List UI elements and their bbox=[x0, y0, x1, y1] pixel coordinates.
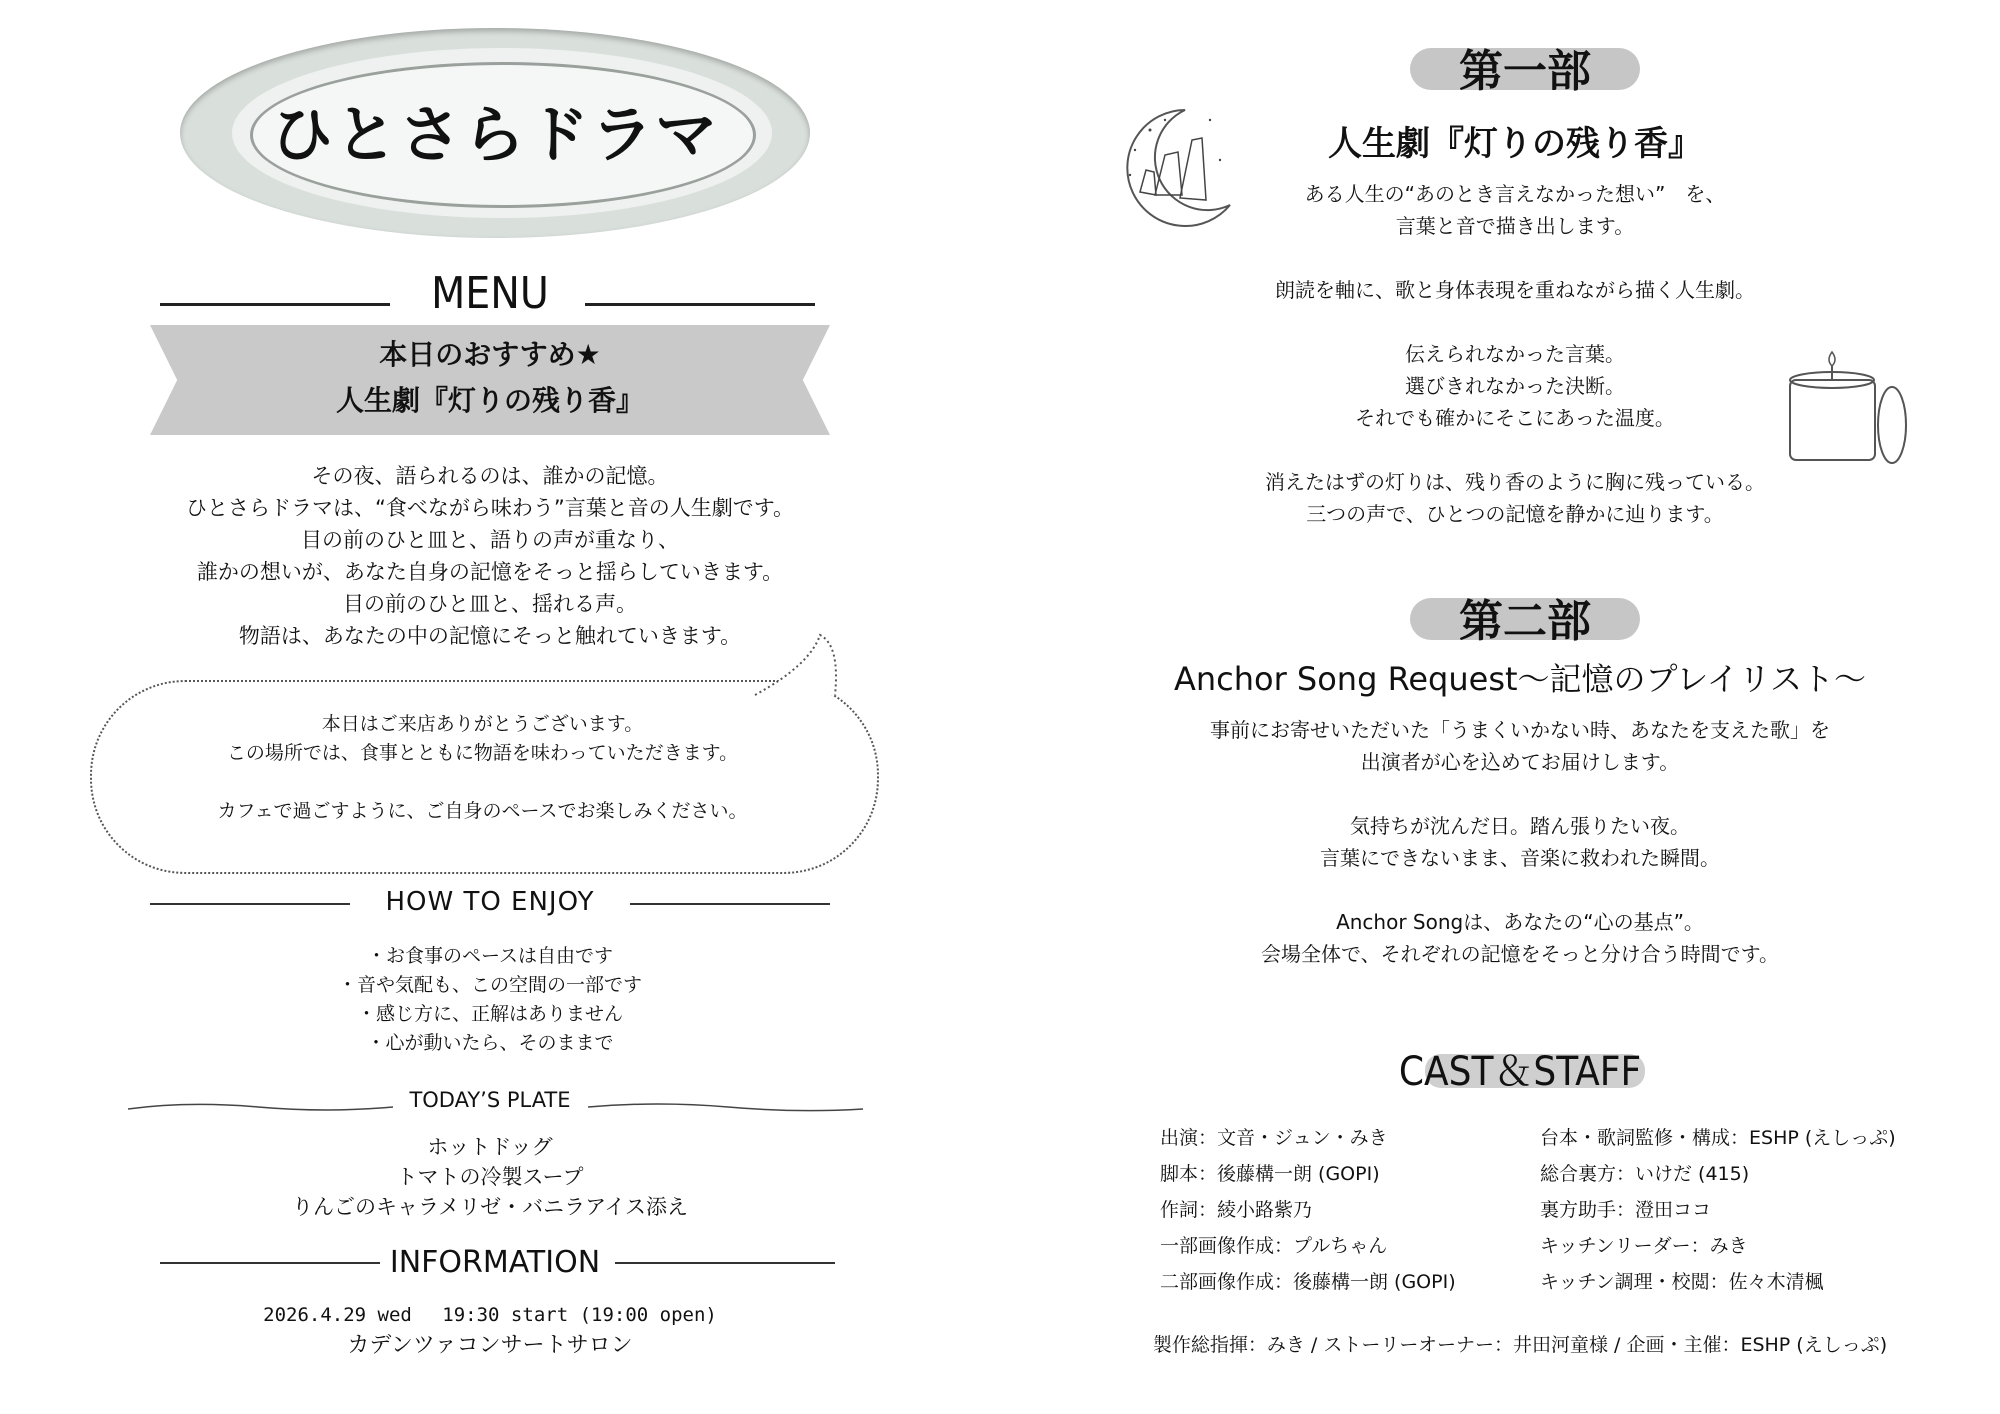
staff-item: 総合裏方：いけだ (415) bbox=[1540, 1163, 1750, 1185]
plate-swash-left bbox=[128, 1095, 398, 1115]
part2-label: 第二部 bbox=[1459, 596, 1591, 647]
bubble-line: 本日はご来店ありがとうございます。 bbox=[321, 713, 644, 735]
cast-list-right bbox=[1540, 1120, 1960, 1300]
cast-item: 作詞：綾小路紫乃 bbox=[1160, 1199, 1313, 1221]
how-rule-right bbox=[630, 903, 830, 905]
recommend-line2: 人生劇『灯りの残り香』 bbox=[335, 384, 644, 417]
plate-item: トマトの冷製スープ bbox=[396, 1165, 584, 1189]
part1-line bbox=[1140, 306, 1890, 338]
bubble-line bbox=[110, 768, 855, 797]
intro-line: 目の前のひと皿と、揺れる声。 bbox=[343, 592, 637, 616]
logo-title: ひとさらドラマ bbox=[270, 98, 719, 171]
staff-item: 台本・歌詞監修・構成：ESHP (えしっぷ) bbox=[1540, 1127, 1896, 1149]
candle-jar-icon bbox=[1780, 350, 1915, 465]
how-item: ・心が動いたら、そのままで bbox=[366, 1032, 614, 1054]
intro-text bbox=[80, 460, 900, 652]
part2-line: 出演者が心を込めてお届けします。 bbox=[1360, 750, 1680, 774]
menu-rule-right bbox=[585, 303, 815, 306]
intro-line: ひとさらドラマは、“食べながら味わう”言葉と音の人生劇です。 bbox=[185, 496, 795, 520]
part1-line: 言葉と音で描き出します。 bbox=[1395, 214, 1635, 238]
bubble-text bbox=[110, 710, 855, 826]
info-heading: INFORMATION bbox=[389, 1245, 601, 1280]
how-list bbox=[200, 942, 780, 1058]
part1-text bbox=[1140, 178, 1890, 530]
part2-line: 事前にお寄せいただいた「うまくいかない時、あなたを支えた歌」を bbox=[1210, 718, 1830, 742]
cast-list-left bbox=[1160, 1120, 1540, 1300]
plate-list bbox=[200, 1132, 780, 1222]
part1-line: 消えたはずの灯りは、残り香のように胸に残っている。 bbox=[1265, 470, 1765, 494]
recommend-line1: 本日のおすすめ★ bbox=[379, 338, 601, 371]
staff-item: 裏方助手：澄田ココ bbox=[1540, 1199, 1712, 1221]
staff-item: キッチンリーダー：みき bbox=[1540, 1235, 1748, 1257]
intro-line: 目の前のひと皿と、語りの声が重なり、 bbox=[301, 528, 679, 552]
part1-line bbox=[1140, 434, 1890, 466]
part2-title: Anchor Song Request〜記憶のプレイリスト〜 bbox=[1173, 660, 1867, 698]
part2-text bbox=[1080, 714, 1960, 970]
recommend-text bbox=[150, 332, 830, 424]
how-item: ・感じ方に、正解はありません bbox=[356, 1003, 623, 1025]
part1-line bbox=[1140, 242, 1890, 274]
how-rule-left bbox=[150, 903, 350, 905]
part1-label: 第一部 bbox=[1459, 46, 1591, 97]
info-date: 2026.4.29 wed 19:30 start (19:00 open) bbox=[263, 1304, 717, 1326]
left-panel bbox=[0, 0, 980, 1414]
right-panel bbox=[1000, 0, 2000, 1414]
part2-line bbox=[1080, 778, 1960, 810]
part2-line: 言葉にできないまま、音楽に救われた瞬間。 bbox=[1320, 846, 1720, 870]
bubble-line: この場所では、食事とともに物語を味わっていただきます。 bbox=[226, 742, 739, 764]
speech-bubble-tail bbox=[750, 625, 860, 705]
cast-item: 一部画像作成：プルちゃん bbox=[1160, 1235, 1388, 1257]
part2-line bbox=[1080, 874, 1960, 906]
intro-line: 誰かの想いが、あなた自身の記憶をそっと揺らしていきます。 bbox=[196, 560, 784, 584]
part1-title: 人生劇『灯りの残り香』 bbox=[1328, 124, 1702, 164]
part2-line: 気持ちが沈んだ日。踏ん張りたい夜。 bbox=[1350, 814, 1690, 838]
plate-heading: TODAY’S PLATE bbox=[409, 1088, 571, 1112]
cast-item: 二部画像作成：後藤構一朗 (GOPI) bbox=[1160, 1271, 1456, 1293]
part1-line: 選びきれなかった決断。 bbox=[1405, 374, 1625, 398]
how-item: ・音や気配も、この空間の一部です bbox=[337, 974, 642, 996]
part2-line: Anchor Songは、あなたの“心の基点”。 bbox=[1336, 910, 1704, 934]
part2-line: 会場全体で、それぞれの記憶をそっと分け合う時間です。 bbox=[1261, 942, 1779, 966]
info-rule-left bbox=[160, 1262, 380, 1264]
menu-heading: MENU bbox=[431, 268, 549, 319]
part1-line: 朗読を軸に、歌と身体表現を重ねながら描く人生劇。 bbox=[1275, 278, 1755, 302]
bubble-line: カフェで過ごすように、ご自身のペースでお楽しみください。 bbox=[217, 800, 748, 822]
part1-line: ある人生の“あのとき言えなかった想い” を、 bbox=[1304, 182, 1726, 206]
part1-line: それでも確かにそこにあった温度。 bbox=[1355, 406, 1675, 430]
plate-swash-right bbox=[588, 1095, 868, 1115]
part1-line: 伝えられなかった言葉。 bbox=[1405, 342, 1625, 366]
cast-item: 出演：文音・ジュン・みき bbox=[1160, 1127, 1388, 1149]
cast-item: 脚本：後藤構一朗 (GOPI) bbox=[1160, 1163, 1380, 1185]
info-venue: カデンツァコンサートサロン bbox=[347, 1333, 633, 1358]
menu-rule-left bbox=[160, 303, 390, 306]
how-heading: HOW TO ENJOY bbox=[385, 887, 595, 917]
intro-line: その夜、語られるのは、誰かの記憶。 bbox=[311, 464, 669, 488]
plate-item: ホットドッグ bbox=[427, 1135, 553, 1159]
cast-heading: CAST＆STAFF bbox=[1398, 1049, 1642, 1095]
staff-item: キッチン調理・校閲：佐々木清楓 bbox=[1540, 1271, 1824, 1293]
info-rule-right bbox=[615, 1262, 835, 1264]
credit-line: 製作総指揮：みき / ストーリーオーナー：井田河童様 / 企画・主催：ESHP (えしっぷ) bbox=[1152, 1334, 1888, 1356]
intro-line: 物語は、あなたの中の記憶にそっと触れていきます。 bbox=[238, 624, 742, 648]
plate-item: りんごのキャラメリゼ・バニラアイス添え bbox=[291, 1195, 689, 1219]
how-item: ・お食事のペースは自由です bbox=[366, 945, 614, 967]
part1-line: 三つの声で、ひとつの記憶を静かに辿ります。 bbox=[1306, 502, 1724, 526]
